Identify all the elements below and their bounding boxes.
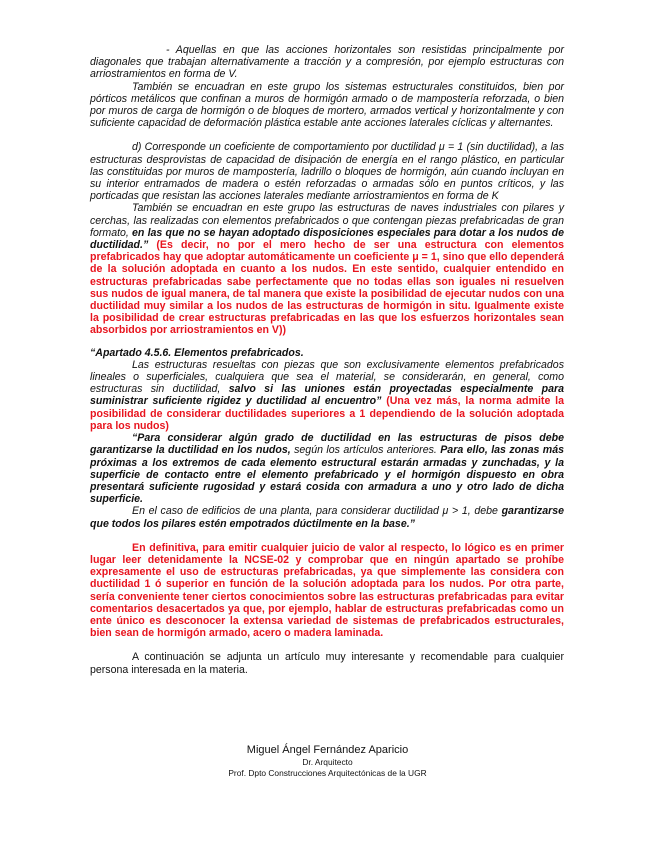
text-bold-italic: salvo si las uniones están proyectadas especialmente para suministrar suficiente rigidez y ductilidad al encuentro” bbox=[90, 383, 564, 408]
paragraph-one-storey bbox=[90, 505, 564, 529]
paragraph-frame-systems: También se encuadran en este grupo los sistemas estructurales constituidos, bien por pórticos metálicos que confinan a muros de hormigón armado o de mampostería reforzada, o bien por muros de carga de hormigón o de bloques de mortero, armados vertical y horizontalmente y con suficiente capacidad de deformación plástica estable ante acciones laterales cíclicas y alternantes. bbox=[90, 80, 564, 130]
text-bold-italic: “Para considerar algún grado de ductilidad en las estructuras de pisos debe garantizarse la ductilidad en los nudos, bbox=[90, 432, 564, 457]
paragraph-no-ductility: d) Corresponde un coeficiente de comportamiento por ductilidad μ = 1 (sin ductilidad), a las estructuras desprovistas de capacidad de disipación de energía en el rango plástico, en particular las constituidas por muros de mampostería, ladrillo o bloques de hormigón, aún cuando incluyan en su interior entramados de madera o estén reforzadas o armadas sólo en puntos críticos, y las porticadas que resistan las acciones laterales mediante arriostramientos en forma de K bbox=[90, 141, 564, 203]
signature-block bbox=[0, 744, 655, 778]
author-affiliation: Prof. Dpto Construcciones Arquitectónicas de la UGR bbox=[228, 767, 427, 778]
author-title: Dr. Arquitecto bbox=[302, 757, 353, 767]
text-comment-red: (Una vez más, la norma admite la posibilidad de considerar ductilidades superiores a 1 dependiendo de la solución adoptada para los nudos) bbox=[90, 395, 564, 432]
text-italic: según los artículos anteriores. bbox=[290, 444, 437, 457]
paragraph-ductility-nodes bbox=[90, 432, 564, 505]
text-bold-italic: Para ello, las zonas más próximas a los extremos de cada elemento estructural estarán armadas y zunchadas, y la superficie de contacto entre el elemento prefabricado y el hormigón dispuesto en obra presentará suficiente rugosidad y estará cosida con armadura a uno y otro lado de dicha superficie. bbox=[90, 444, 564, 506]
paragraph-prefab-elements bbox=[90, 359, 564, 432]
paragraph-attachment-note: A continuación se adjunta un artículo muy interesante y recomendable para cualquier persona interesada en la materia. bbox=[90, 651, 564, 676]
paragraph-conclusion: En definitiva, para emitir cualquier juicio de valor al respecto, lo lógico es en primer lugar leer detenidamente la NCSE-02 y comprobar que en ningún apartado se prohíbe expresamente el uso de estructuras prefabricadas, ya que simplemente las considera con ductilidad 1 ó superior en función de la solución adoptada para los nudos. Por otra parte, sería conveniente tener ciertos conocimientos sobre las estructuras prefabricadas para evitar comentarios desacertados ya que, por ejemplo, hablar de estructuras prefabricadas como un ente único es desconocer la extensa variedad de sistemas de prefabricados estructurales, bien sean de hormigón armado, acero o madera laminada. bbox=[90, 541, 564, 640]
document-body bbox=[90, 44, 564, 676]
paragraph-prefab-naves bbox=[90, 202, 564, 336]
text-bold-italic: garantizarse que todos los pilares estén empotrados dúctilmente en la base.” bbox=[90, 505, 564, 530]
text-italic: Las estructuras resueltas con piezas que son exclusivamente elementos prefabricados lineales o superficiales, cualquiera que sea el material, se considerarán, en general, como estructuras sin ductilidad, bbox=[90, 358, 564, 396]
text-italic: También se encuadran en este grupo las estructuras de naves industriales con pilares y cerchas, las realizadas con elementos prefabricados o que contengan piezas prefabricadas de gran formato, bbox=[90, 202, 564, 239]
author-name: Miguel Ángel Fernández Aparicio bbox=[246, 744, 409, 756]
text-italic: En el caso de edificios de una planta, para considerar ductilidad μ > 1, debe bbox=[132, 505, 498, 518]
section-heading: “Apartado 4.5.6. Elementos prefabricados. bbox=[90, 346, 304, 359]
text-bold-italic: en las que no se hayan adoptado disposiciones especiales para dotar a los nudos de ductilidad.” bbox=[90, 226, 564, 252]
text-comment-red: (Es decir, no por el mero hecho de ser una estructura con elementos prefabricados hay que adoptar automáticamente un coeficiente μ = 1, sino que ello dependerá de la solución adoptada en cuanto a los nudos. En este sentido, cualquier entendido en estructuras prefabricadas sabe perfectamente que no todas ellas son iguales ni resuelven sus nudos de igual manera, de tal manera que existe la posibilidad de ejecutar nudos con una ductilidad muy similar a los nudos de las estructuras de hormigón in situ. Igualmente existe la posibilidad de crear estructuras prefabricadas en las que los esfuerzos horizontales sean absorbidos por arriostramientos en V)) bbox=[90, 239, 564, 337]
paragraph-diagonal-bracing: - Aquellas en que las acciones horizontales son resistidas principalmente por diagonales que trabajan alternativamente a tracción y a compresión, por ejemplo estructuras con arriostramientos en forma de V. bbox=[90, 44, 564, 81]
